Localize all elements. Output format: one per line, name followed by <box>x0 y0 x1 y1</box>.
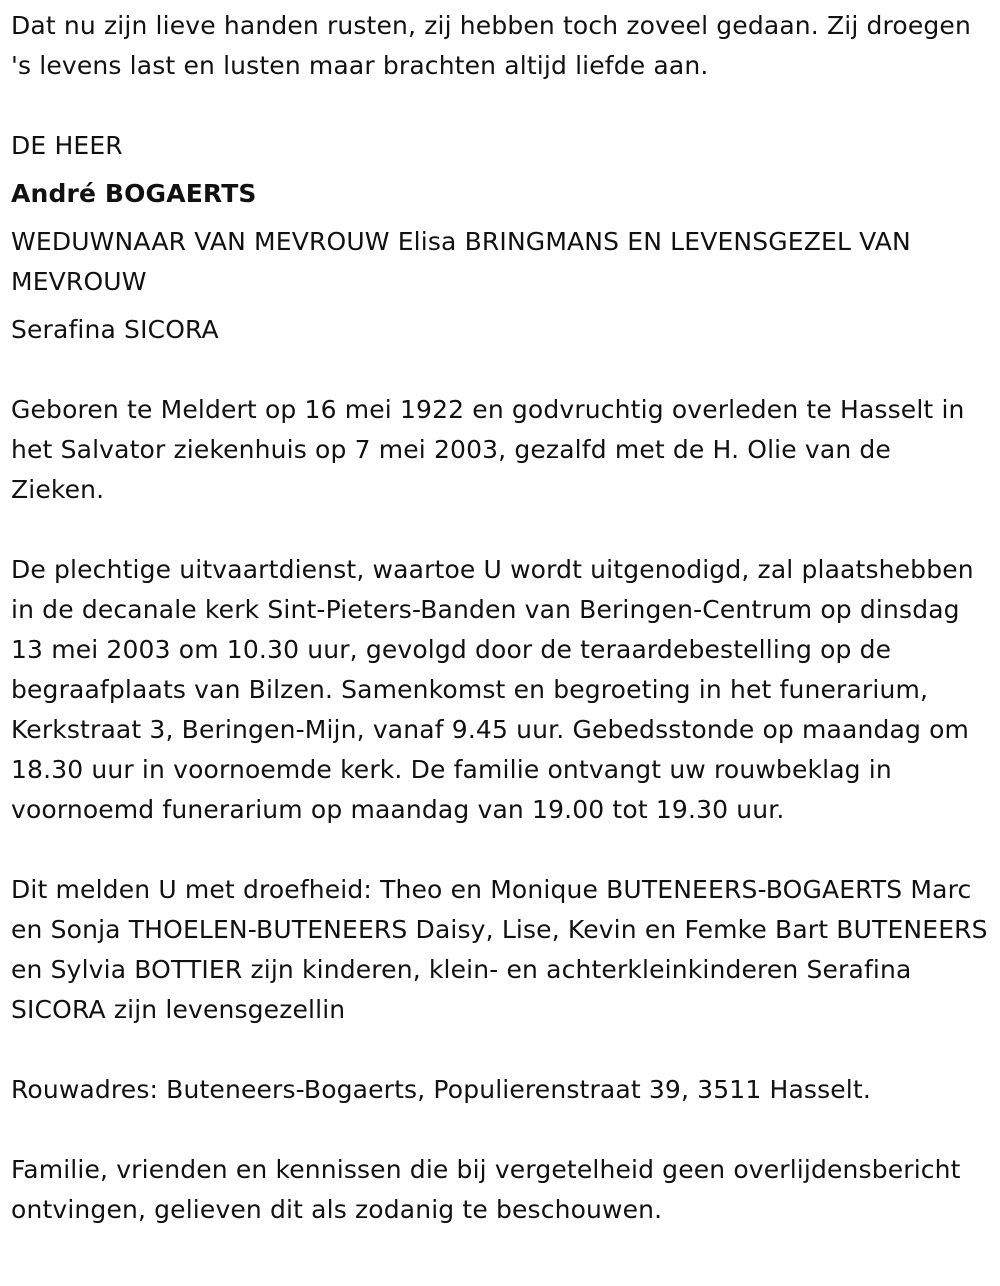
salutation: DE HEER <box>11 131 123 160</box>
address-paragraph: Rouwadres: Buteneers-Bogaerts, Populierenstraat 39, 3511 Hasselt. <box>11 1075 871 1104</box>
birth-death-paragraph: Geboren te Meldert op 16 mei 1922 en godvruchtig overleden te Hasselt in het Salvator ziekenhuis op 7 mei 2003, gezalfd met de H. Olie van de Zieken. <box>11 395 965 504</box>
verse-paragraph: Dat nu zijn lieve handen rusten, zij hebben toch zoveel gedaan. Zij droegen 's levens last en lusten maar brachten altijd liefde aan. <box>11 11 971 80</box>
mourners-paragraph: Dit melden U met droefheid: Theo en Monique BUTENEERS-BOGAERTS Marc en Sonja THOELEN-BUTENEERS Daisy, Lise, Kevin en Femke Bart BUTENEERS en Sylvia BOTTIER zijn kinderen, klein- en achterkleinkinderen Serafina SICORA zijn levensgezellin <box>11 875 988 1024</box>
relation-line: WEDUWNAAR VAN MEVROUW Elisa BRINGMANS EN LEVENSGEZEL VAN MEVROUW <box>11 227 911 296</box>
closing-paragraph: Familie, vrienden en kennissen die bij vergetelheid geen overlijdensbericht ontvingen, gelieven dit als zodanig te beschouwen. <box>11 1155 961 1224</box>
funeral-paragraph: De plechtige uitvaartdienst, waartoe U wordt uitgenodigd, zal plaatshebben in de decanale kerk Sint-Pieters-Banden van Beringen-Centrum op dinsdag 13 mei 2003 om 10.30 uur, gevolgd door de teraardebestelling op de begraafplaats van Bilzen. Samenkomst en begroeting in het funerarium, Kerkstraat 3, Beringen-Mijn, vanaf 9.45 uur. Gebedsstonde op maandag om 18.30 uur in voornoemde kerk. De familie ontvangt uw rouwbeklag in voornoemd funerarium op maandag van 19.00 tot 19.30 uur. <box>11 555 974 824</box>
partner-name: Serafina SICORA <box>11 315 219 344</box>
deceased-name: André BOGAERTS <box>11 179 257 208</box>
